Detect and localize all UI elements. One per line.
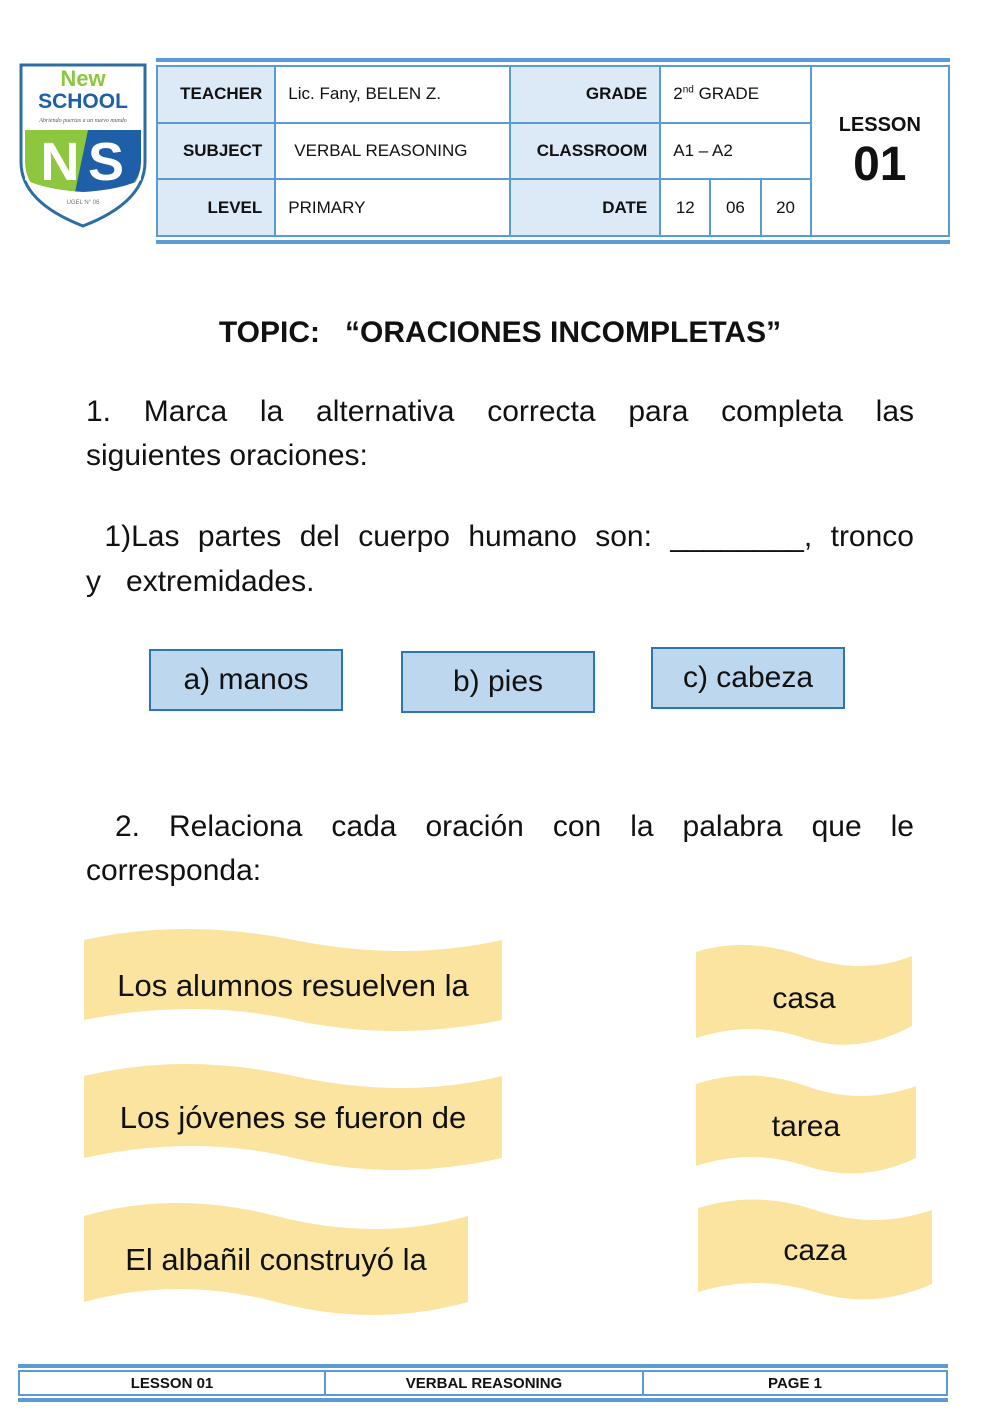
date-month: 06: [710, 179, 760, 236]
word-text: casa: [772, 982, 836, 1015]
word-banner-tarea[interactable]: [696, 1072, 916, 1180]
question-2-line-1: 2. Relaciona cada oración con la palabra que le: [86, 810, 914, 843]
header-info-table: [156, 58, 950, 244]
date-day: 12: [660, 179, 710, 236]
sentence-banner-3[interactable]: [84, 1200, 468, 1318]
lesson-box: [811, 66, 949, 236]
date-year: 20: [761, 179, 811, 236]
svg-text:N: N: [40, 132, 80, 192]
classroom-label: CLASSROOM: [510, 123, 660, 180]
lesson-label: LESSON: [838, 113, 921, 136]
word-banner-casa[interactable]: [696, 942, 912, 1052]
svg-text:S: S: [87, 132, 125, 192]
word-text: tarea: [771, 1110, 841, 1143]
word-banner-caza[interactable]: [698, 1196, 932, 1308]
sentence-1-line-1: 1)Las partes del cuerpo humano son: ________, tronco: [86, 520, 914, 553]
svg-text:UGEL N° 06: UGEL N° 06: [66, 200, 100, 206]
footer-subject: VERBAL REASONING: [325, 1371, 643, 1395]
svg-text:Abriendo puertas a un nuevo mu: Abriendo puertas a un nuevo mundo: [39, 118, 127, 124]
sentence-banner-2[interactable]: [84, 1062, 502, 1172]
lesson-number: 01: [853, 137, 907, 191]
option-a-button[interactable]: a) manos: [149, 649, 343, 711]
grade-value: 2nd GRADE: [660, 66, 810, 123]
sentence-1-line-2: y extremidades.: [86, 565, 315, 598]
topic-title: TOPIC: “ORACIONES INCOMPLETAS”: [218, 316, 782, 349]
sentence-text: El albañil construyó la: [125, 1242, 427, 1277]
sentence-text: Los alumnos resuelven la: [117, 968, 469, 1003]
teacher-label: TEACHER: [157, 66, 275, 123]
footer-table: [18, 1364, 948, 1402]
footer-page: PAGE 1: [643, 1371, 947, 1395]
option-c-button[interactable]: c) cabeza: [651, 647, 845, 709]
footer-lesson: LESSON 01: [19, 1371, 325, 1395]
sentence-banner-1[interactable]: [84, 928, 502, 1032]
subject-value: VERBAL REASONING: [275, 123, 510, 180]
question-1-line-2: siguientes oraciones:: [86, 439, 368, 472]
sentence-text: Los jóvenes se fueron de: [119, 1100, 467, 1135]
question-1-line-1: 1. Marca la alternativa correcta para completa las: [86, 395, 914, 428]
question-2-line-2: corresponda:: [86, 854, 262, 887]
svg-text:SCHOOL: SCHOOL: [38, 90, 128, 113]
option-b-button[interactable]: b) pies: [401, 651, 595, 713]
grade-label: GRADE: [510, 66, 660, 123]
classroom-value: A1 – A2: [660, 123, 810, 180]
svg-text:New: New: [60, 66, 106, 91]
level-value: PRIMARY: [275, 179, 510, 236]
date-label: DATE: [510, 179, 660, 236]
subject-label: SUBJECT: [157, 123, 275, 180]
teacher-value: Lic. Fany, BELEN Z.: [275, 66, 510, 123]
word-text: caza: [783, 1234, 847, 1267]
level-label: LEVEL: [157, 179, 275, 236]
school-logo: [18, 62, 148, 228]
